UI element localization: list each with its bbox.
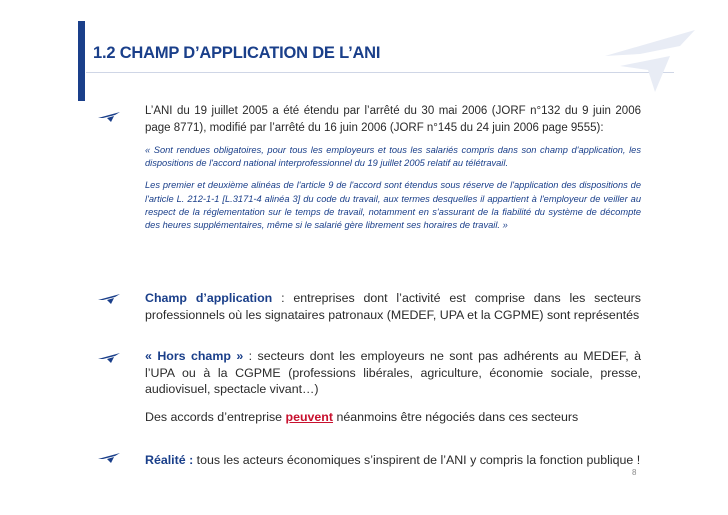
title-divider (86, 72, 674, 73)
champ-section (145, 290, 641, 323)
emphasis-peuvent: peuvent (285, 409, 334, 424)
page-number: 8 (632, 468, 637, 477)
intro-text: L’ANI du 19 juillet 2005 a été étendu par l’arrêté du 30 mai 2006 (JORF n°132 du 9 juin 2006 page 8771), modifié par l’arrêté du 16 juin 2006 (JORF n°145 du 24 juin 2006 page 9555): (145, 105, 641, 134)
arrow-bullet-icon (98, 352, 122, 364)
champ-label: Champ d’application (145, 291, 273, 305)
arrow-bullet-icon (98, 293, 122, 305)
hors-champ-label: « Hors champ » (145, 349, 244, 363)
arrow-bullet-icon (98, 452, 122, 464)
arrow-bullet-icon (98, 111, 122, 123)
realite-section (145, 452, 641, 469)
page-title: 1.2 CHAMP D’APPLICATION DE L’ANI (93, 44, 381, 62)
realite-text: tous les acteurs économiques s’inspirent de l’ANI y compris la fonction publique ! (193, 453, 641, 467)
hors-champ-note: Des accords d’entreprise peuvent néanmoins être négociés dans ces secteurs (145, 409, 579, 424)
hors-champ-section (145, 348, 641, 425)
logo-watermark-icon (600, 26, 700, 96)
title-accent-bar (78, 21, 85, 101)
hors-champ-text: : secteurs dont les employeurs ne sont pas adhérents au MEDEF, à l’UPA ou à la CGPME (professions libérales, agriculture, économie sociale, presse, audiovisuel, spectacle vivant…) (145, 349, 642, 397)
quote-paragraph-1: « Sont rendues obligatoires, pour tous les employeurs et tous les salariés compris dans son champ d'application, les dispositions de l'accord national interprofessionnel du 19 juillet 2005 relatif au télétravail. (145, 145, 641, 169)
champ-text: : entreprises dont l’activité est comprise dans les secteurs professionnels où les signataires patronaux (MEDEF, UPA et la CGPME) sont représentés (145, 291, 641, 322)
quote-paragraph-2: Les premier et deuxième alinéas de l'article 9 de l'accord sont étendus sous réserve de l'application des dispositions de l'article L. 212-1-1 [L.3171-4 alinéa 3] du code du travail, aux termes desquelles il appartient à l'employeur de veiller au respect de la réglementation sur le temps de travail, notamment en s'assurant de la fiabilité du système de décompte des heures supplémentaires, même si le salarié gère librement ses horaires de travail. » (145, 180, 641, 231)
realite-label: Réalité : (145, 453, 194, 467)
intro-section (145, 103, 641, 232)
